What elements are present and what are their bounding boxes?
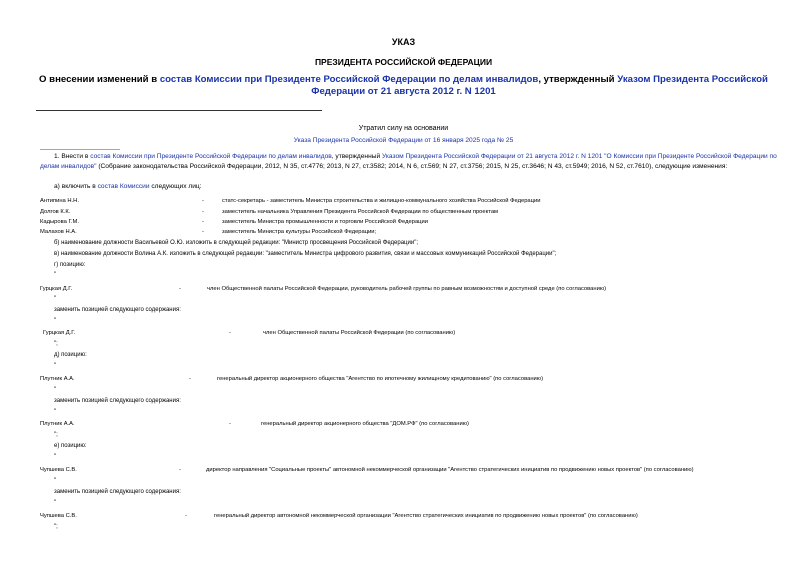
position-name: Плутник А.А. [40, 421, 75, 427]
lost-force-text: Утратил силу на основании [358, 125, 449, 132]
document-subtitle: ПРЕЗИДЕНТА РОССИЙСКОЙ ФЕДЕРАЦИИ [314, 57, 493, 67]
position-role: член Общественной палаты Российской Федерации, руководитель рабочей группы по равным возможностям и доступной среде (по согласованию) [207, 286, 607, 292]
p1-end: (Собрание законодательства Российской Федерации, 2012, N 35, ст.4776; 2013, N 27, ст.3582; 2014, N 6, ст.569; N 27, ст.3756; 2015, N 25, ст.3646; N 43, ст.5949; 2016, N 52, ст.7610), следующие изменения: [98, 163, 728, 170]
quote-open: " [54, 318, 57, 324]
heading-mid: , утвержденный [538, 74, 615, 85]
p1-mid: , утвержденный [331, 153, 381, 160]
member-dash: - [202, 209, 204, 215]
position-dash: - [179, 286, 181, 292]
heading-prefix: О внесении изменений в [39, 74, 158, 85]
position-role: член Общественной палаты Российской Федерации (по согласованию) [263, 330, 456, 336]
member-name: Малахов Н.А. [40, 229, 77, 235]
item-g: г) позицию: [54, 262, 86, 268]
quote-open: " [54, 387, 57, 393]
position-name: Плутник А.А. [40, 376, 75, 382]
lost-force-link[interactable]: Указа Президента Российской Федерации от 16 января 2025 года № 25 [293, 137, 514, 144]
member-name: Долгов К.К. [40, 209, 71, 215]
paragraph-1 [40, 152, 780, 172]
divider [36, 110, 322, 111]
quote-open: " [54, 363, 57, 369]
quote-open: " [54, 478, 57, 484]
quote-close: "; [54, 432, 58, 438]
document-title: УКАЗ [391, 37, 416, 47]
position-dash: - [179, 467, 181, 473]
p1-link-commission[interactable]: состав Комиссии при Президенте Российской Федерации по делам инвалидов [90, 153, 332, 160]
p1-link-decree[interactable]: Указом Президента Российской Федерации от 21 августа 2012 г. N 1201 "О Комиссии при Президенте Российской Федерации по делам инвалидов" [40, 153, 777, 170]
item-a-end: следующих лиц: [151, 183, 202, 190]
item-a-link[interactable]: состав Комиссии [97, 183, 150, 190]
separator [40, 149, 120, 150]
position-role: генеральный директор акционерного общества "Агентство по ипотечному жилищному кредитованию" (по согласованию) [217, 376, 544, 382]
position-role: генеральный директор автономной некоммерческой организации "Агентство стратегических инициатив по продвижению новых проектов" (по согласованию) [214, 513, 638, 519]
quote-open: " [54, 296, 57, 302]
position-dash: - [185, 513, 187, 519]
p1-start: 1. Внести в [54, 153, 89, 160]
item-v: в) наименование должности Волина А.К. изложить в следующей редакции: "заместитель Министра цифрового развития, связи и массовых коммуникаций Российской Федерации"; [54, 251, 557, 257]
position-role: директор направления "Социальные проекты" автономной некоммерческой организации "Агентство стратегических инициатив по продвижению новых проектов" (по согласованию) [206, 467, 694, 473]
position-role: генеральный директор акционерного общества "ДОМ.РФ" (по согласованию) [261, 421, 469, 427]
quote-close: "; [54, 524, 58, 530]
item-d: д) позицию: [54, 352, 87, 358]
member-dash: - [202, 198, 204, 204]
item-a [54, 182, 794, 192]
replace-text: заменить позицией следующего содержания: [54, 398, 181, 404]
position-name: Чупшева С.В. [40, 467, 77, 473]
member-role: заместитель Министра промышленности и торговли Российской Федерации [222, 219, 428, 225]
quote-close: "; [54, 341, 58, 347]
member-name: Кадырова Г.М. [40, 219, 79, 225]
position-name: Гурцкая Д.Г. [40, 286, 73, 292]
replace-text: заменить позицией следующего содержания: [54, 307, 181, 313]
heading-link-commission[interactable]: состав Комиссии при Президенте Российской Федерации по делам инвалидов [159, 74, 539, 85]
position-dash: - [229, 330, 231, 336]
quote-open: " [54, 272, 57, 278]
position-dash: - [189, 376, 191, 382]
item-a-start: а) включить в [54, 183, 96, 190]
member-dash: - [202, 219, 204, 225]
member-role: статс-секретарь - заместитель Министра строительства и жилищно-коммунального хозяйства Российской Федерации [222, 198, 541, 204]
quote-open: " [54, 454, 57, 460]
item-e: е) позицию: [54, 443, 87, 449]
quote-open: " [54, 409, 57, 415]
quote-open: " [54, 500, 57, 506]
member-role: заместитель Министра культуры Российской Федерации; [222, 229, 377, 235]
item-b: б) наименование должности Васильевой О.Ю. изложить в следующей редакции: "Министр просвещения Российской Федерации"; [54, 240, 418, 246]
position-name: Чупшева С.В. [40, 513, 77, 519]
member-name: Антипина Н.Н. [40, 198, 79, 204]
member-role: заместитель начальника Управления Президента Российской Федерации по общественным проектам [222, 209, 499, 215]
member-dash: - [202, 229, 204, 235]
document-heading [30, 74, 777, 98]
position-dash: - [229, 421, 231, 427]
position-name: Гурцкая Д.Г. [43, 330, 76, 336]
replace-text: заменить позицией следующего содержания: [54, 489, 181, 495]
heading-link-decree[interactable]: Указом Президента Российской Федерации от 21 августа 2012 г. N 1201 [311, 74, 768, 97]
